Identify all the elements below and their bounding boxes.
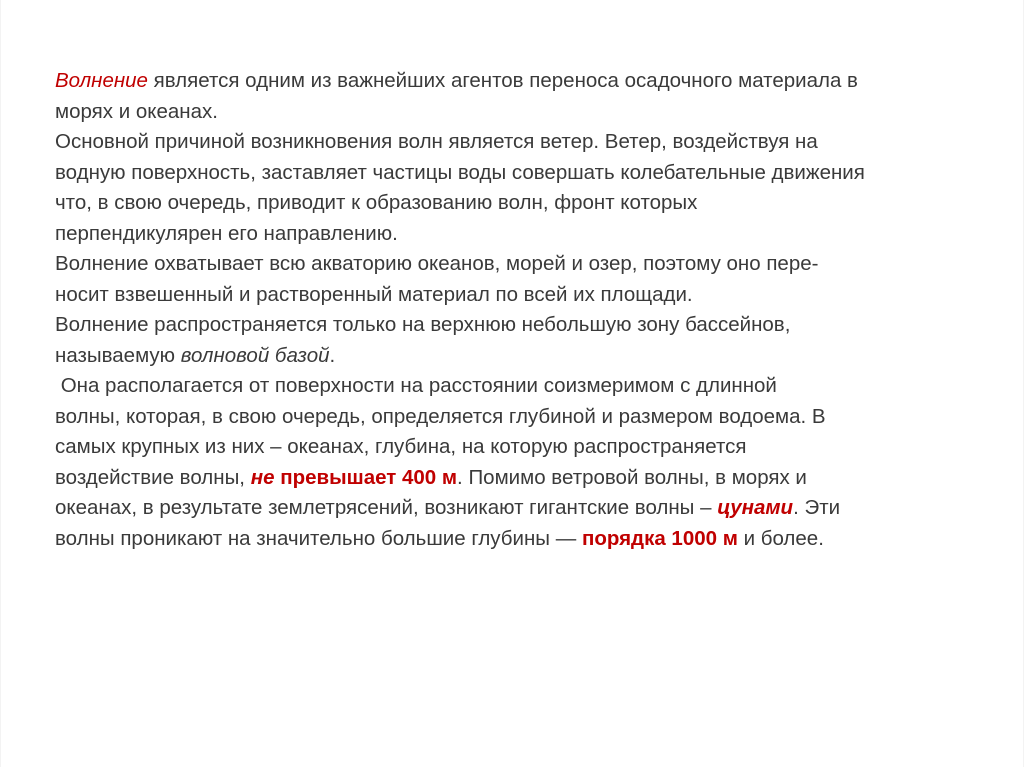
slide-text-body bbox=[55, 66, 995, 554]
text-line-7: Волнение охватывает всю акваторию океанов, морей и озер, поэтому оно пере- bbox=[55, 252, 819, 275]
text-line-16 bbox=[55, 524, 995, 555]
text-line-6: перпендикулярен его направлению. bbox=[55, 221, 398, 245]
term-volnenie: Волнение bbox=[55, 69, 148, 92]
text-line-4: водную поверхность, заставляет частицы воды совершать колебательные движения bbox=[55, 160, 865, 184]
text-line-9: Волнение распространяется только на верхнюю небольшую зону бассейнов, bbox=[55, 313, 791, 336]
text-line-3: Основной причиной возникновения волн является ветер. Ветер, воздействуя на bbox=[55, 130, 818, 153]
highlight-ne: не bbox=[250, 465, 275, 489]
text-line-11-content: Она располагается от поверхности на расстоянии соизмеримом с длинной bbox=[55, 374, 777, 397]
text-line-5: что, в свою очередь, приводит к образованию волн, фронт которых bbox=[55, 191, 698, 214]
text-line-16-before: волны проникают на значительно большие глубины — bbox=[55, 526, 582, 550]
text-line-15-before: океанах, в результате землетрясений, возникают гигантские волны – bbox=[55, 496, 718, 519]
text-line-1 bbox=[55, 66, 995, 97]
highlight-400m: превышает 400 м bbox=[280, 465, 458, 489]
text-line-15-after: . Эти bbox=[793, 496, 841, 519]
text-line-1-rest: является одним из важнейших агентов переноса осадочного материала в bbox=[147, 69, 858, 92]
text-line-10 bbox=[55, 341, 995, 372]
term-wave-base: волновой базой bbox=[180, 343, 330, 367]
text-line-15 bbox=[55, 493, 995, 524]
text-line-13: самых крупных из них – океанах, глубина, на которую распространяется bbox=[55, 435, 747, 458]
text-line-16-after: и более. bbox=[737, 526, 824, 550]
text-line-2: морях и океанах. bbox=[55, 99, 218, 123]
text-line-12: волны, которая, в свою очередь, определяется глубиной и размером водоема. В bbox=[55, 404, 826, 428]
text-line-10-before: называемую bbox=[55, 343, 181, 367]
text-line-14-before: воздействие волны, bbox=[55, 465, 251, 489]
highlight-1000m: порядка 1000 м bbox=[581, 526, 738, 550]
text-line-14 bbox=[55, 463, 995, 494]
text-line-14-after: . Помимо ветровой волны, в морях и bbox=[457, 465, 807, 489]
highlight-tsunami: цунами bbox=[717, 496, 794, 519]
text-line-8: носит взвешенный и растворенный материал по всей их площади. bbox=[55, 282, 693, 306]
text-line-10-after: . bbox=[329, 343, 336, 367]
text-line-11 bbox=[55, 371, 995, 402]
